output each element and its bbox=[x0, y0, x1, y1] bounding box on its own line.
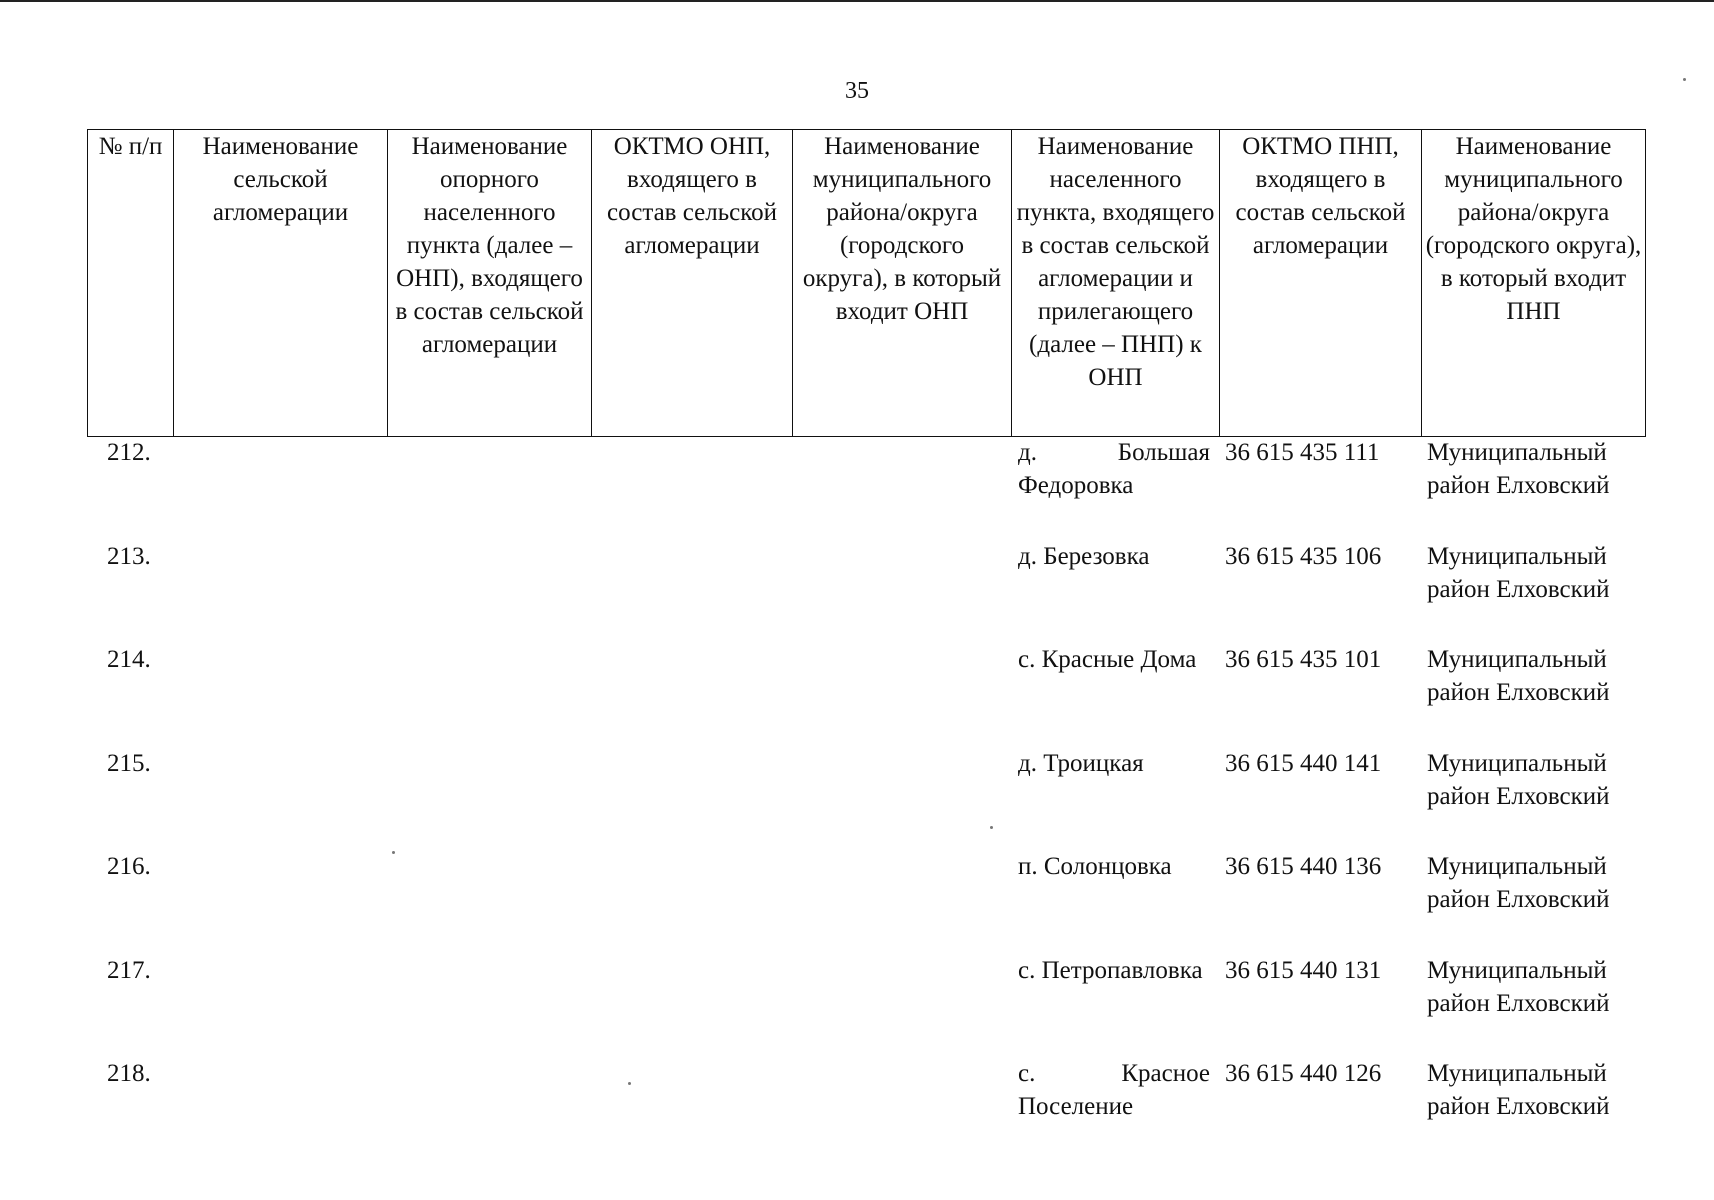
row-number: 216. bbox=[107, 853, 151, 880]
pnp-name: с. Красное Поселение bbox=[1018, 1060, 1210, 1120]
table-row bbox=[87, 850, 1645, 954]
header-pnp-oktmo: ОКТМО ПНП, входящего в состав сельской агломерации bbox=[1220, 130, 1422, 437]
pnp-name: д. Большая Федоровка bbox=[1018, 439, 1210, 499]
table-row bbox=[87, 1057, 1645, 1161]
pnp-oktmo: 36 615 440 131 bbox=[1225, 956, 1382, 984]
pnp-district: Муниципальный район Елховский bbox=[1427, 1060, 1610, 1120]
page-number: 35 bbox=[845, 78, 869, 104]
row-number: 214. bbox=[107, 646, 151, 673]
row-number: 213. bbox=[107, 542, 151, 570]
pnp-name: п. Солонцовка bbox=[1018, 853, 1172, 880]
pnp-oktmo: 36 615 435 101 bbox=[1225, 646, 1382, 673]
pnp-district: Муниципальный район Елховский bbox=[1427, 749, 1610, 810]
pnp-name: с. Петропавловка bbox=[1018, 956, 1203, 984]
pnp-name: д. Березовка bbox=[1018, 542, 1150, 570]
scan-speck bbox=[1683, 78, 1686, 81]
table-row bbox=[87, 540, 1645, 644]
header-pnp-district: Наименование муниципального района/округа (городского округа), в который входит ПНП bbox=[1422, 130, 1646, 437]
header-onp-district: Наименование муниципального района/округа (городского округа), в который входит ОНП bbox=[793, 130, 1012, 437]
table-row bbox=[87, 436, 1645, 540]
scan-speck bbox=[628, 1082, 631, 1085]
pnp-district: Муниципальный район Елховский bbox=[1427, 542, 1610, 603]
pnp-district: Муниципальный район Елховский bbox=[1427, 853, 1610, 913]
pnp-name: д. Троицкая bbox=[1018, 749, 1144, 777]
pnp-oktmo: 36 615 440 126 bbox=[1225, 1060, 1382, 1087]
table-row bbox=[87, 954, 1645, 1058]
header-onp-name: Наименование опорного населенного пункта (далее – ОНП), входящего в состав сельской агломерации bbox=[388, 130, 592, 437]
header-pnp-name: Наименование населенного пункта, входящего в состав сельской агломерации и прилегающего (далее – ПНП) к ОНП bbox=[1012, 130, 1220, 437]
table-header bbox=[87, 129, 1646, 437]
pnp-oktmo: 36 615 435 106 bbox=[1225, 542, 1382, 570]
pnp-district: Муниципальный район Елховский bbox=[1427, 646, 1610, 706]
table-row bbox=[87, 747, 1645, 851]
row-number: 212. bbox=[107, 439, 151, 466]
row-number: 217. bbox=[107, 956, 151, 984]
pnp-district: Муниципальный район Елховский bbox=[1427, 439, 1610, 499]
pnp-oktmo: 36 615 435 111 bbox=[1225, 439, 1380, 466]
pnp-oktmo: 36 615 440 141 bbox=[1225, 749, 1382, 777]
table-row bbox=[87, 643, 1645, 747]
row-number: 218. bbox=[107, 1060, 151, 1087]
header-onp-oktmo: ОКТМО ОНП, входящего в состав сельской агломерации bbox=[592, 130, 793, 437]
pnp-oktmo: 36 615 440 136 bbox=[1225, 853, 1382, 880]
pnp-district: Муниципальный район Елховский bbox=[1427, 956, 1610, 1017]
header-agglomeration-name: Наименование сельской агломерации bbox=[174, 130, 388, 437]
header-number: № п/п bbox=[88, 130, 174, 437]
table-body bbox=[87, 436, 1645, 1161]
row-number: 215. bbox=[107, 749, 151, 777]
page-top-edge bbox=[0, 0, 1714, 2]
scan-speck bbox=[990, 826, 993, 829]
pnp-name: с. Красные Дома bbox=[1018, 646, 1197, 673]
scan-speck bbox=[392, 851, 395, 854]
